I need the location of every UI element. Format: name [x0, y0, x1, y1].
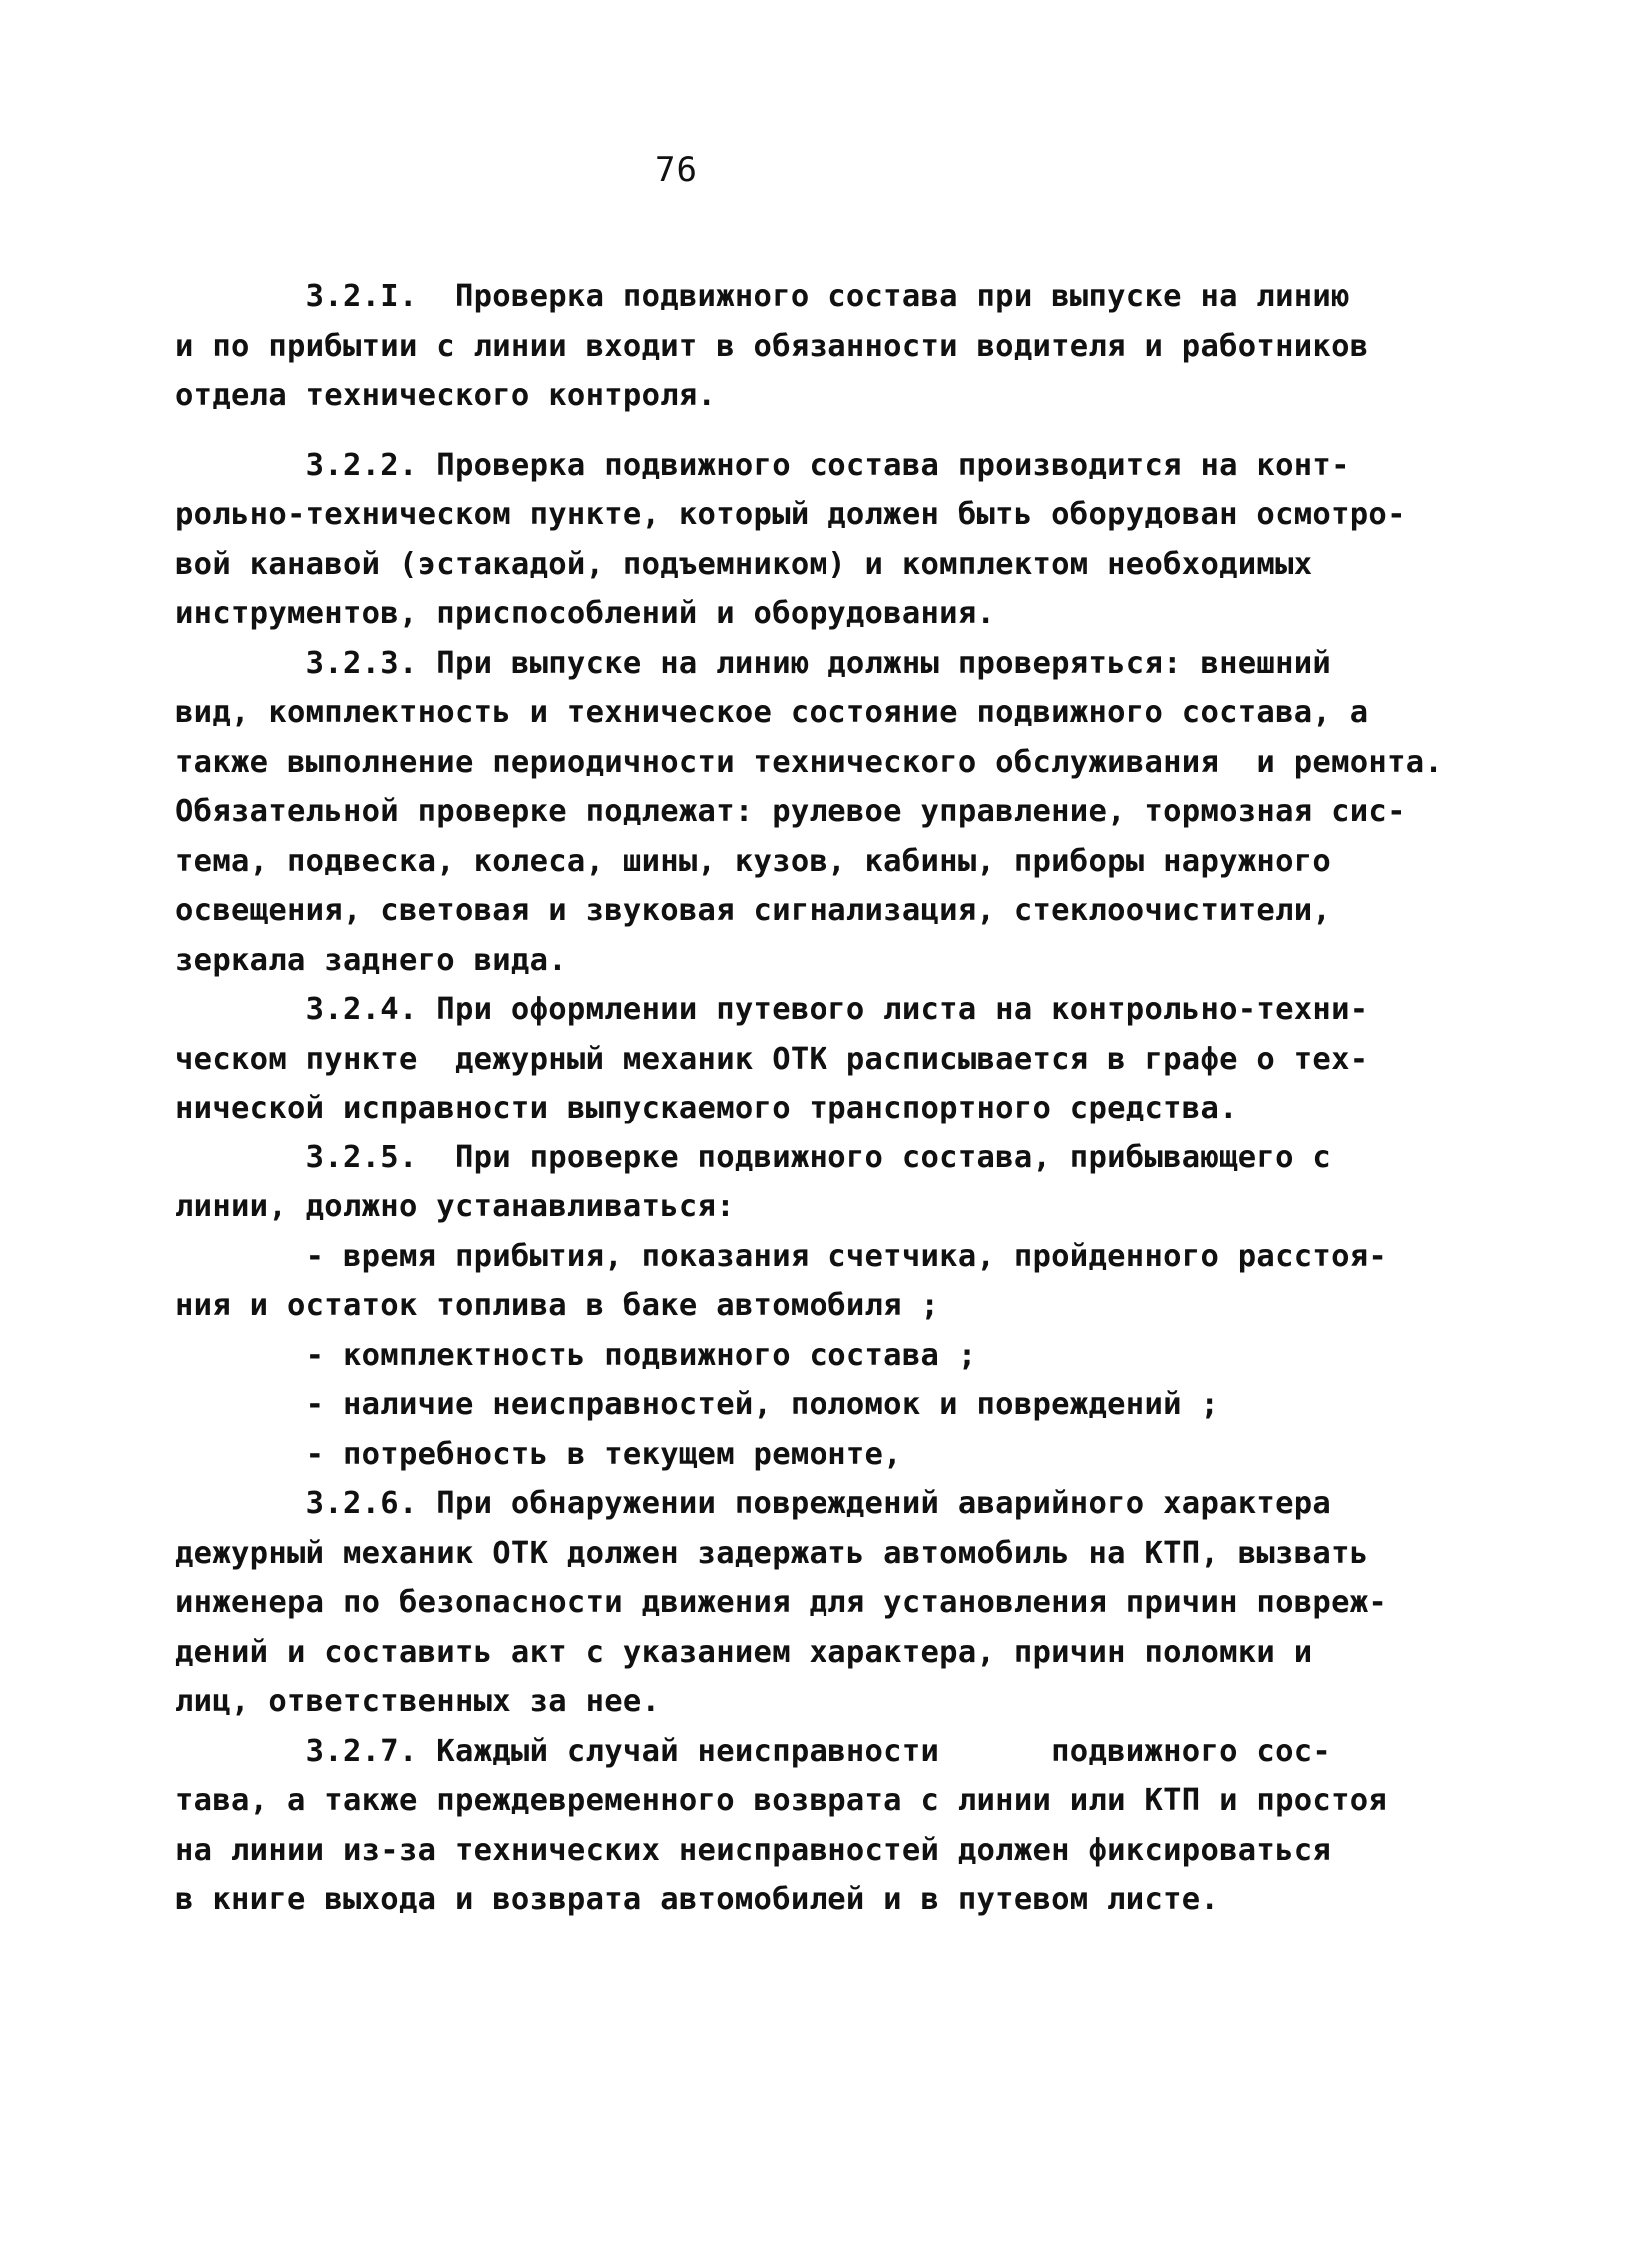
text-line: 3.2.3. При выпуске на линию должны проверяться: внешний: [175, 645, 1332, 681]
text-line: тема, подвеска, колеса, шины, кузов, кабины, приборы наружного: [175, 843, 1332, 879]
text-line: отдела технического контроля.: [175, 378, 717, 413]
list-item-line: - наличие неисправностей, поломок и повреждений ;: [175, 1387, 1220, 1422]
text-line: нической исправности выпускаемого транспортного средства.: [175, 1091, 1238, 1125]
text-line: инструментов, приспособлений и оборудования.: [175, 596, 996, 631]
text-line: 3.2.4. При оформлении путевого листа на контрольно-техни-: [175, 992, 1369, 1027]
text-line: на линии из-за технических неисправностей должен фиксироваться: [175, 1832, 1332, 1868]
paragraph-gap: [175, 421, 1564, 441]
text-line: дений и составить акт с указанием характера, причин поломки и: [175, 1634, 1313, 1670]
text-line: 3.2.2. Проверка подвижного состава производится на конт-: [175, 447, 1350, 483]
text-line: рольно-техническом пункте, который должен быть оборудован осмотро-: [175, 497, 1406, 532]
text-line: 3.2.6. При обнаружении повреждений аварийного характера: [175, 1486, 1332, 1521]
text-line: 3.2.7. Каждый случай неисправности подвижного сос-: [175, 1733, 1332, 1769]
text-line: Обязательной проверке подлежат: рулевое управление, тормозная сис-: [175, 794, 1406, 829]
text-line: вид, комплектность и техническое состояние подвижного состава, а: [175, 695, 1369, 730]
text-line: ния и остаток топлива в баке автомобиля ;: [175, 1288, 940, 1323]
text-line: зеркала заднего вида.: [175, 942, 567, 978]
text-line: 3.2.I. Проверка подвижного состава при выпуске на линию: [175, 279, 1350, 314]
text-line: также выполнение периодичности технического обслуживания и ремонта.: [175, 744, 1444, 780]
text-line: ческом пункте дежурный механик ОТК расписывается в графе о тех-: [175, 1041, 1369, 1077]
text-line: и по прибытии с линии входит в обязанности водителя и работников: [175, 328, 1369, 364]
document-body: [175, 272, 1564, 1925]
text-line: дежурный механик ОТК должен задержать автомобиль на КТП, вызвать: [175, 1535, 1369, 1571]
text-line: линии, должно устанавливаться:: [175, 1189, 735, 1224]
text-line: инженера по безопасности движения для установления причин повреж-: [175, 1585, 1388, 1620]
list-item-line: - комплектность подвижного состава ;: [175, 1337, 977, 1373]
text-line: освещения, световая и звуковая сигнализация, стеклоочистители,: [175, 893, 1332, 928]
page-number: 76: [655, 150, 698, 190]
list-item-line: - время прибытия, показания счетчика, пройденного расстоя-: [175, 1238, 1388, 1274]
text-line: лиц, ответственных за нее.: [175, 1684, 661, 1719]
text-line: вой канавой (эстакадой, подъемником) и комплектом необходимых: [175, 546, 1313, 582]
text-line: 3.2.5. При проверке подвижного состава, прибывающего с: [175, 1139, 1332, 1175]
text-line: в книге выхода и возврата автомобилей и в путевом листе.: [175, 1882, 1220, 1917]
text-line: тава, а также преждевременного возврата с линии или КТП и простоя: [175, 1783, 1388, 1818]
list-item-line: - потребность в текущем ремонте,: [175, 1436, 902, 1472]
